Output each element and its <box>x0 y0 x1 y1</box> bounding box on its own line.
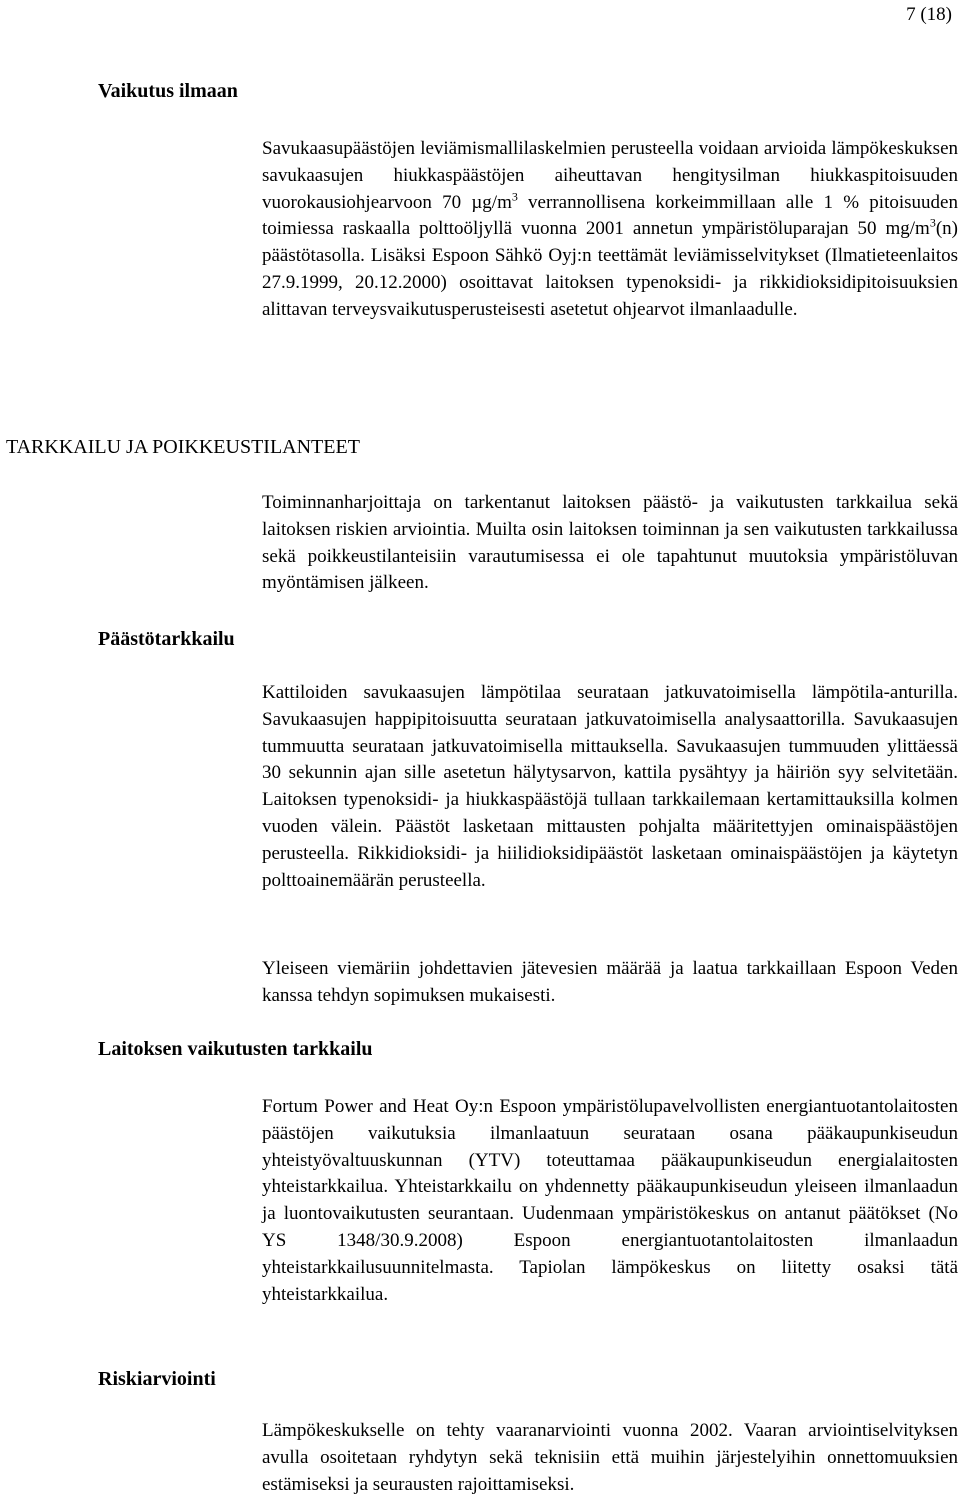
paragraph-impact-monitoring: Fortum Power and Heat Oy:n Espoon ympäristölupavelvollisten energiantuotantolaitosten päästöjen vaikutuksia ilmanlaatuun seurataan osana pääkaupunkiseudun yhteistyövaltuuskunnan (YTV) toteuttamaa pääkaupunkiseudun energialaitosten yhteistarkkailua. Yhteistarkkailu on yhdennetty pääkaupunkiseudun yleiseen ilmanlaadun ja luontovaikutusten seurantaan. Uudenmaan ympäristökeskus on antanut päätökset (No YS 1348/30.9.2008) Espoon energiantuotantolaitosten ilmanlaadun yhteistarkkailusuunnitelmasta. Tapiolan lämpökeskus on liitetty osaksi tätä yhteistarkkailua. <box>262 1096 958 1305</box>
paragraph-risk: Lämpökeskukselle on tehty vaaranarviointi vuonna 2002. Vaaran arviointiselvityksen avulla osoitetaan ryhdytyn sekä teknisiin että muihin järjestelyihin onnettomuuksien estämiseksi ja seurausten rajoittamiseksi. <box>262 1420 958 1495</box>
paragraph-emission-monitoring: Kattiloiden savukaasujen lämpötilaa seurataan jatkuvatoimisella lämpötila-anturilla. Savukaasujen happipitoisuutta seurataan jatkuvatoimisella analysaattorilla. Savukaasujen tummuutta seurataan jatkuvatoimisella mittauksella. Savukaasujen tummuuden ylittäessä 30 sekunnin ajan sille asetetun hälytysarvon, kattila pysähtyy ja häiriön syy selvitetään. Laitoksen typenoksidi- ja hiukkaspäästöjä tullaan tarkkailemaan kertamittauksilla kolmen vuoden välein. Päästöt lasketaan mittausten pohjalta määritettyjen ominaispäästöjen perusteella. Rikkidioksidi- ja hiilidioksidipäästöt lasketaan ominaispäästöjen ja käytetyn polttoainemäärän perusteella. <box>262 682 958 891</box>
paragraph-wastewater: Yleiseen viemäriin johdettavien jätevesien määrää ja laatua tarkkaillaan Espoon Veden kanssa tehdyn sopimuksen mukaisesti. <box>262 958 958 1006</box>
paragraph-monitoring-intro: Toiminnanharjoittaja on tarkentanut laitoksen päästö- ja vaikutusten tarkkailua sekä laitoksen riskien arviointia. Muilta osin laitoksen toiminnan ja sen vaikutusten tarkkailussa sekä poikkeustilanteisiin varautumisessa ei ole tapahtunut muutoksia ympäristöluvan myöntämisen jälkeen. <box>262 492 958 594</box>
heading-riskiarviointi: Riskiarviointi <box>98 1368 216 1390</box>
heading-vaikutus-ilmaan: Vaikutus ilmaan <box>98 80 238 102</box>
air-text-part-3: (n) päästötasolla. Lisäksi Espoon Sähkö Oyj:n teettämät leviämisselvitykset (Ilmatieteenlaitos 27.9.1999, 20.12.2000) osoittavat laitoksen typenoksidi- ja rikkidioksidipitoisuuksien alittavan terveysvaikutusperusteisesti asetetut ohjearvot ilmanlaadulle. <box>262 218 958 320</box>
superscript-3: 3 <box>929 216 936 231</box>
heading-tarkkailu: TARKKAILU JA POIKKEUSTILANTEET <box>6 436 360 458</box>
heading-vaikutusten-tarkkailu: Laitoksen vaikutusten tarkkailu <box>98 1038 373 1060</box>
paragraph-air-impact <box>262 136 958 324</box>
superscript-3: 3 <box>511 189 518 204</box>
heading-paastotarkkailu: Päästötarkkailu <box>98 628 235 650</box>
page-number: 7 (18) <box>906 4 952 25</box>
air-text-part-1: Savukaasupäästöjen leviämismallilaskelmien perusteella voidaan arvioida lämpökeskuksen savukaasujen hiukkaspäästöjen aiheuttavan hengitysilman hiukkaspitoisuuden vuorokausiohjearvoon 70 µg/m <box>262 138 958 213</box>
air-text-part-2: verrannollisena korkeimmillaan alle 1 % pitoisuuden toimiessa raskaalla polttoöljyllä vuonna 2001 annetun ympäristöluparajan 50 mg/m <box>262 191 958 240</box>
